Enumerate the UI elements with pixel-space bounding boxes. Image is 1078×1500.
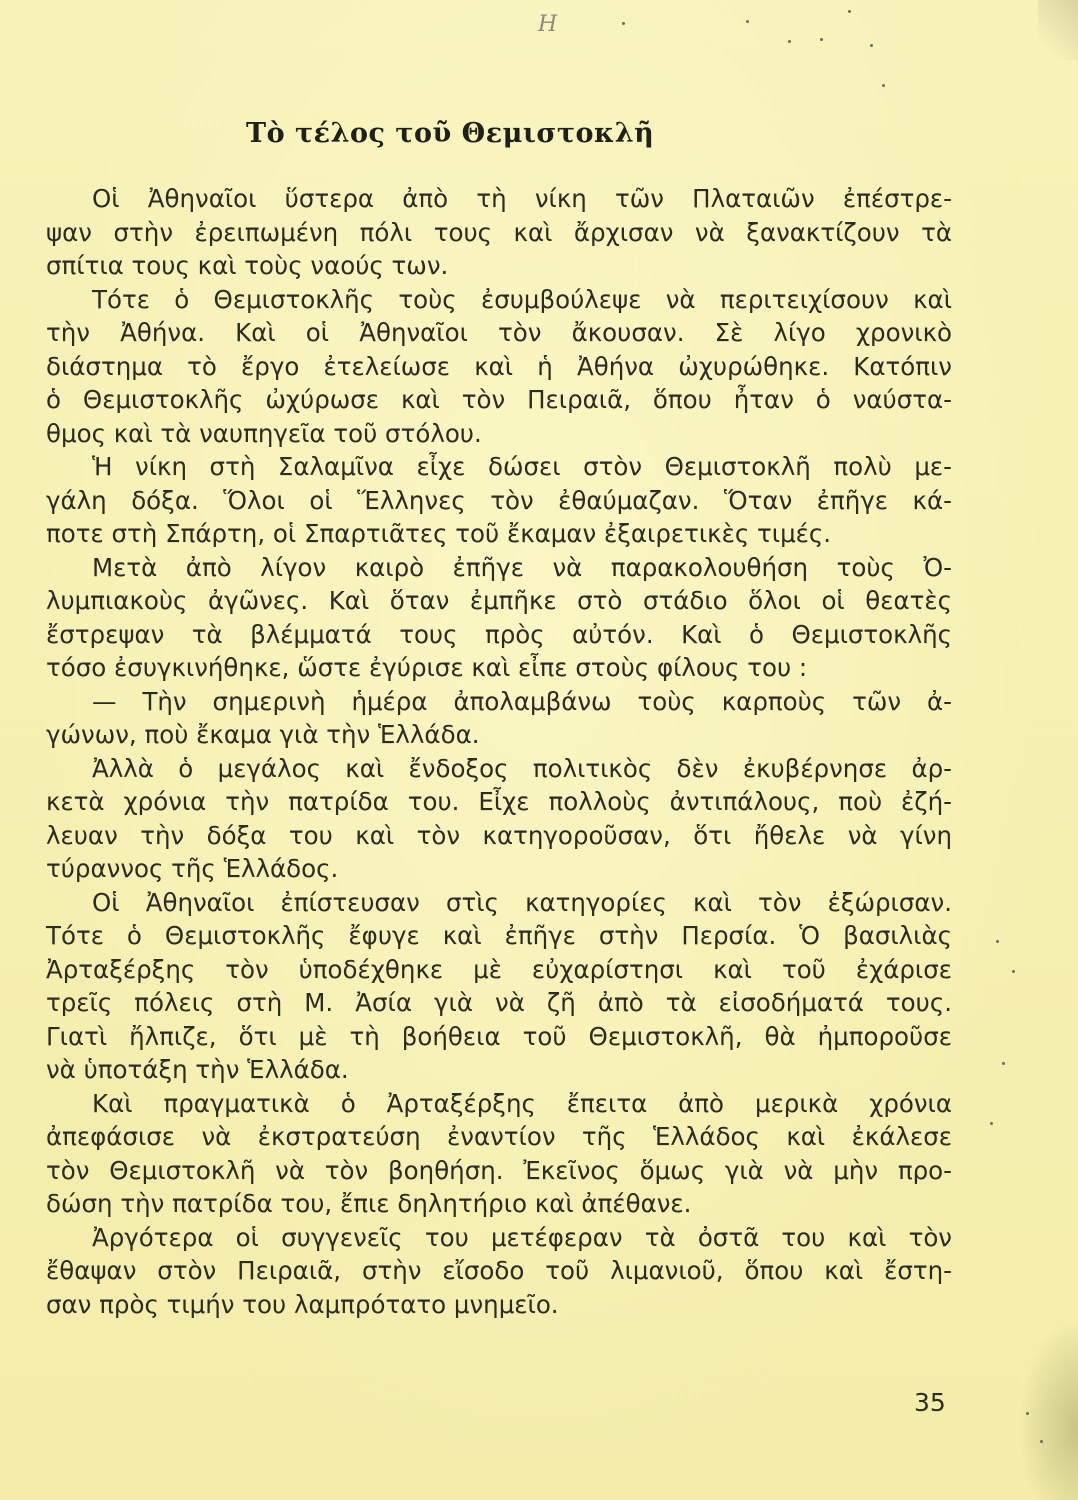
text-line: λυμπιακοὺς ἀγῶνες. Καὶ ὅταν ἐμπῆκε στὸ στάδιο ὅλοι οἱ θεατὲς (46, 586, 952, 615)
text-line: ψαν στὴν ἐρειπωμένη πόλι τους καὶ ἄρχισαν νὰ ξανακτίζουν τὰ (46, 217, 952, 247)
text-line: γώνων, ποὺ ἔκαμα γιὰ τὴν Ἑλλάδα. (46, 720, 480, 749)
paragraph (46, 1221, 952, 1322)
text-line: ἀπεφάσισε νὰ ἐκστρατεύση ἐναντίον τῆς Ἑλλάδος καὶ ἐκάλεσε (46, 1122, 952, 1151)
text-line: Οἱ Ἀθηναῖοι ἐπίστευσαν στὶς κατηγορίες καὶ τὸν ἐξώρισαν. (92, 887, 952, 917)
text-line: θμος καὶ τὰ ναυπηγεῖα τοῦ στόλου. (46, 418, 482, 448)
text-line: λευαν τὴν δόξα του καὶ τὸν κατηγοροῦσαν, ὅτι ἤθελε νὰ γίνη (46, 820, 952, 850)
text-line: γάλη δόξα. Ὅλοι οἱ Ἕλληνες τὸν ἐθαύμαζαν. Ὅταν ἐπῆγε κά- (46, 485, 952, 515)
text-line: τόσο ἐσυγκινήθηκε, ὥστε ἐγύρισε καὶ εἶπε στοὺς φίλους του : (46, 653, 808, 682)
paper-stain (1038, 0, 1078, 60)
text-line: Μετὰ ἀπὸ λίγον καιρὸ ἐπῆγε νὰ παρακολουθήση τοὺς Ὀ- (92, 552, 952, 582)
text-line: Ἀρταξέρξης τὸν ὑποδέχθηκε μὲ εὐχαρίστησι καὶ τοῦ ἐχάρισε (46, 954, 952, 984)
paper-stain (1018, 1320, 1078, 1500)
text-line: τύραννος τῆς Ἑλλάδος. (46, 854, 339, 883)
text-line: σαν πρὸς τιμήν του λαμπρότατο μνημεῖο. (46, 1289, 559, 1319)
body-text (46, 182, 952, 1321)
text-line: Γιατὶ ἤλπιζε, ὅτι μὲ τὴ βοήθεια τοῦ Θεμιστοκλῆ, θὰ ἠμποροῦσε (46, 1021, 952, 1051)
text-line: κετὰ χρόνια τὴν πατρίδα του. Εἶχε πολλοὺς ἀντιπάλους, ποὺ ἐζή- (46, 787, 952, 816)
text-line: Τότε ὁ Θεμιστοκλῆς ἔφυγε καὶ ἐπῆγε στὴν Περσία. Ὁ βασιλιὰς (46, 921, 952, 950)
paragraph (46, 752, 952, 886)
paragraph (46, 182, 952, 283)
text-line: ἔστρεψαν τὰ βλέμματά τους πρὸς αὐτόν. Καὶ ὁ Θεμιστοκλῆς (46, 619, 952, 649)
text-line: σπίτια τους καὶ τοὺς ναούς των. (46, 251, 449, 280)
text-line: ἔθαψαν στὸν Πειραιᾶ, στὴν εἴσοδο τοῦ λιμανιοῦ, ὅπου καὶ ἔστη- (46, 1256, 952, 1285)
paragraph (46, 886, 952, 1087)
text-line: νὰ ὑποτάξη τὴν Ἑλλάδα. (46, 1055, 349, 1084)
page-number: 35 (914, 1388, 946, 1417)
text-line: ὁ Θεμιστοκλῆς ὠχύρωσε καὶ τὸν Πειραιᾶ, ὅπου ἦταν ὁ ναύστα- (46, 385, 952, 414)
paragraph (46, 685, 952, 752)
text-line: διάστημα τὸ ἔργο ἐτελείωσε καὶ ἡ Ἀθήνα ὠχυρώθηκε. Κατόπιν (46, 351, 952, 381)
handwritten-mark: Η (538, 12, 558, 37)
text-line: Καὶ πραγματικὰ ὁ Ἀρταξέρξης ἔπειτα ἀπὸ μερικὰ χρόνια (92, 1088, 952, 1118)
text-line: δώση τὴν πατρίδα του, ἔπιε δηλητήριο καὶ ἀπέθανε. (46, 1189, 692, 1218)
text-line: τὴν Ἀθήνα. Καὶ οἱ Ἀθηναῖοι τὸν ἄκουσαν. Σὲ λίγο χρονικὸ (46, 318, 952, 347)
paragraph (46, 551, 952, 685)
paragraph (46, 450, 952, 551)
text-line: Οἱ Ἀθηναῖοι ὕστερα ἀπὸ τὴ νίκη τῶν Πλαταιῶν ἐπέστρε- (92, 184, 952, 213)
text-line: — Τὴν σημερινὴ ἡμέρα ἀπολαμβάνω τοὺς καρποὺς τῶν ἀ- (92, 686, 952, 716)
text-line: Ἡ νίκη στὴ Σαλαμῖνα εἶχε δώσει στὸν Θεμιστοκλῆ πολὺ με- (92, 452, 952, 481)
paragraph (46, 283, 952, 451)
text-line: Ἀλλὰ ὁ μεγάλος καὶ ἔνδοξος πολιτικὸς δὲν ἐκυβέρνησε ἀρ- (92, 753, 952, 783)
text-line: τὸν Θεμιστοκλῆ νὰ τὸν βοηθήση. Ἐκεῖνος ὅμως γιὰ νὰ μὴν προ- (46, 1155, 952, 1185)
text-line: τρεῖς πόλεις στὴ Μ. Ἀσία γιὰ νὰ ζῆ ἀπὸ τὰ εἰσοδήματά τους. (46, 988, 952, 1017)
paragraph (46, 1087, 952, 1221)
page-title: Τὸ τέλος τοῦ Θεμιστοκλῆ (246, 118, 655, 149)
text-line: Ἀργότερα οἱ συγγενεῖς του μετέφεραν τὰ ὀστᾶ του καὶ τὸν (92, 1222, 952, 1252)
text-line: ποτε στὴ Σπάρτη, οἱ Σπαρτιᾶτες τοῦ ἔκαμαν ἐξαιρετικὲς τιμές. (46, 519, 832, 548)
text-line: Τότε ὁ Θεμιστοκλῆς τοὺς ἐσυμβούλεψε νὰ περιτειχίσουν καὶ (92, 284, 952, 314)
